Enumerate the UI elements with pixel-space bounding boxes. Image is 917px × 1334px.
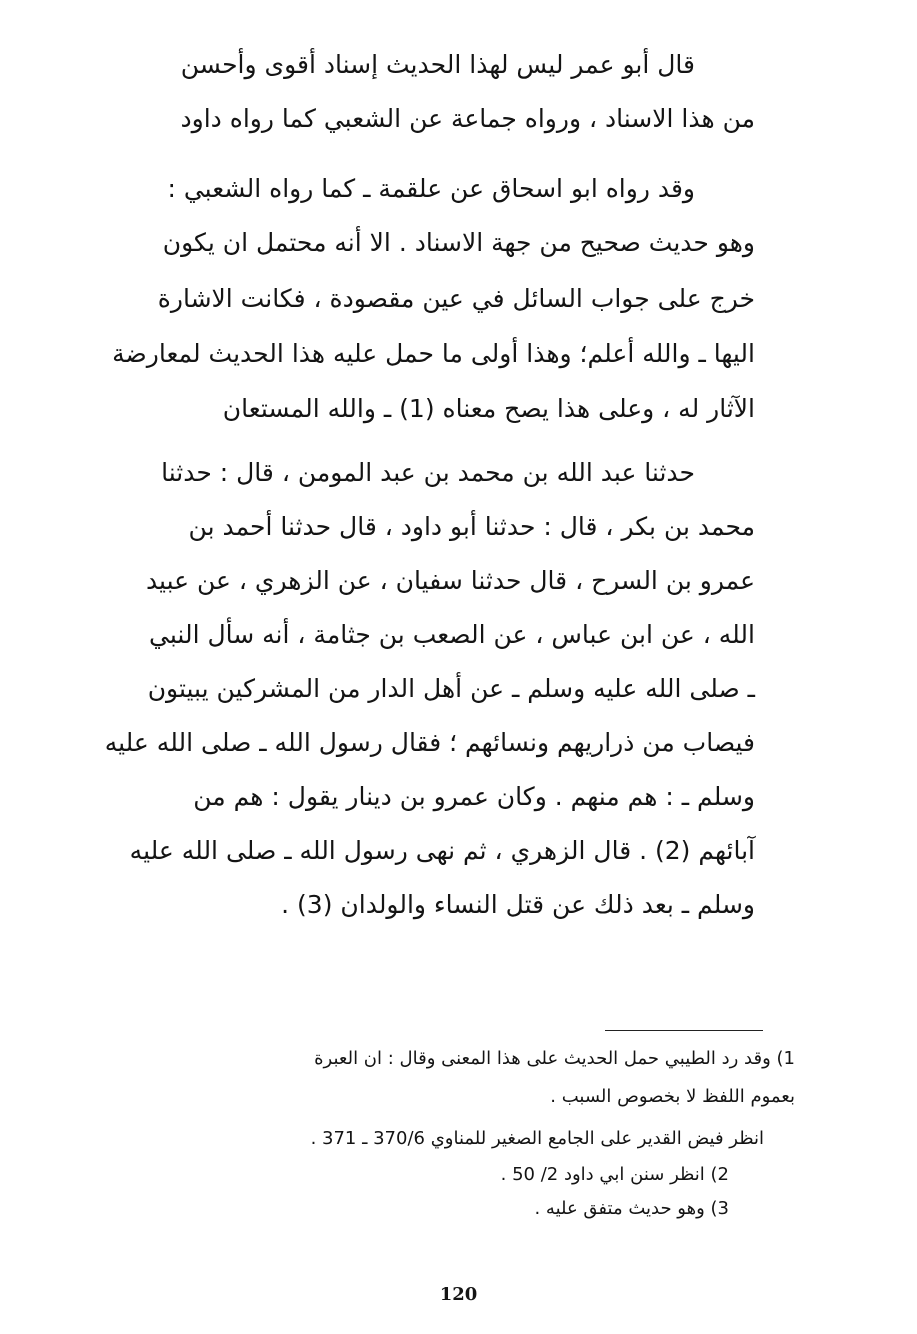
- footnote-line: 1) وقد رد الطيبي حمل الحديث على هذا المعنى وقال : ان العبرة: [314, 1048, 795, 1069]
- footnote-separator: [605, 1030, 763, 1031]
- footnote-line: 3) وهو حديث متفق عليه .: [534, 1198, 729, 1219]
- body-line: اليها ـ والله أعلم؛ وهذا أولى ما حمل عليه هذا الحديث لمعارضة: [112, 339, 755, 368]
- body-line: وسلم ـ بعد ذلك عن قتل النساء والولدان (3) .: [281, 890, 755, 919]
- body-line: محمد بن بكر ، قال : حدثنا أبو داود ، قال حدثنا أحمد بن: [188, 512, 755, 541]
- body-line: وقد رواه ابو اسحاق عن علقمة ـ كما رواه الشعبي :: [167, 174, 695, 203]
- footnote-line: بعموم اللفظ لا بخصوص السبب .: [550, 1086, 795, 1107]
- body-line: قال أبو عمر ليس لهذا الحديث إسناد أقوى وأحسن: [180, 50, 695, 79]
- footnote-line: انظر فيض القدير على الجامع الصغير للمناوي 370/6 ـ 371 .: [310, 1128, 764, 1149]
- body-line: من هذا الاسناد ، ورواه جماعة عن الشعبي كما رواه داود: [180, 104, 755, 133]
- body-line: وهو حديث صحيح من جهة الاسناد . الا أنه محتمل ان يكون: [162, 228, 755, 257]
- body-line: خرج على جواب السائل في عين مقصودة ، فكانت الاشارة: [157, 284, 755, 313]
- body-line: حدثنا عبد الله بن محمد بن عبد المومن ، قال : حدثنا: [161, 458, 695, 487]
- body-line: الله ، عن ابن عباس ، عن الصعب بن جثامة ، أنه سأل النبي: [149, 620, 755, 649]
- page-number: 120: [439, 1284, 478, 1305]
- body-line: الآثار له ، وعلى هذا يصح معناه (1) ـ والله المستعان: [222, 394, 755, 423]
- body-line: فيصاب من ذراريهم ونسائهم ؛ فقال رسول الله ـ صلى الله عليه: [104, 728, 755, 757]
- body-line: وسلم ـ : هم منهم . وكان عمرو بن دينار يقول : هم من: [193, 782, 755, 811]
- body-line: آبائهم (2) . قال الزهري ، ثم نهى رسول الله ـ صلى الله عليه: [129, 836, 755, 865]
- body-line: ـ صلى الله عليه وسلم ـ عن أهل الدار من المشركين يبيتون: [147, 674, 755, 703]
- footnote-line: 2) انظر سنن ابي داود 2/ 50 .: [500, 1164, 729, 1185]
- body-line: عمرو بن السرح ، قال حدثنا سفيان ، عن الزهري ، عن عبيد: [145, 566, 755, 595]
